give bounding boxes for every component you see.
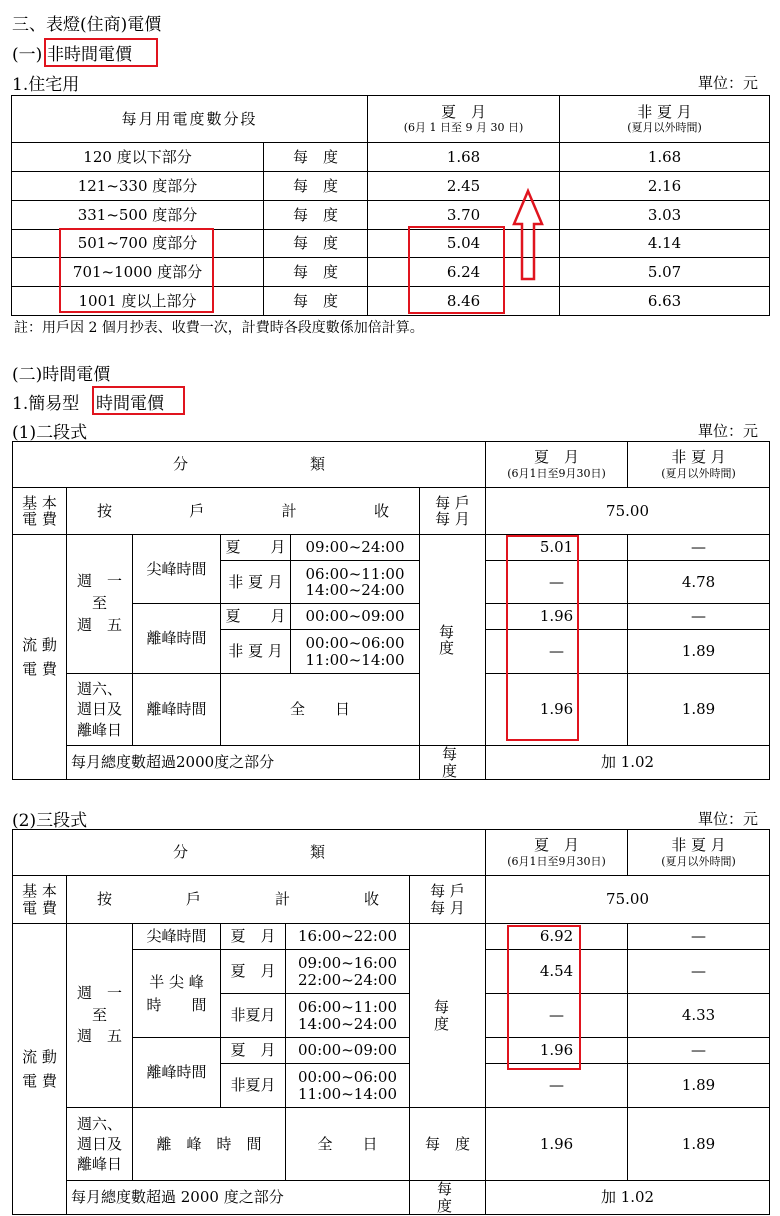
- basic-charge-value: 75.00: [486, 488, 770, 535]
- basic-charge-label: 基 本 電 費: [13, 488, 67, 535]
- all-day-label: 全 日: [221, 674, 420, 746]
- table-row: 120 度以下部分 每 度 1.68 1.68: [12, 143, 770, 172]
- summer-label: 夏 月: [221, 1038, 286, 1064]
- all-day-label: 全 日: [286, 1108, 410, 1181]
- section1-subheading: 1.住宅用: [12, 75, 80, 95]
- document-heading: 三、表燈(住商)電價: [12, 15, 162, 35]
- per-kwh-label: 每 度: [410, 1181, 486, 1215]
- non-summer-label: 非夏月: [221, 1064, 286, 1108]
- highlight-box: [506, 535, 579, 741]
- per-month-label: 每 戶 每 月: [420, 488, 486, 535]
- summer-label: 夏 月: [221, 924, 286, 950]
- section2-heading: (二)時間電價: [12, 365, 111, 385]
- non-summer-label: 非夏月: [221, 994, 286, 1038]
- weekday-label: 週 一 至 週 五: [67, 924, 133, 1108]
- header-classification: 分 類: [13, 830, 486, 876]
- basic-charge-label: 基 本 電 費: [13, 876, 67, 924]
- over-2000-value: 加 1.02: [486, 1181, 770, 1215]
- summer-label: 夏 月: [221, 604, 291, 630]
- summer-label: 夏 月: [221, 950, 286, 994]
- over-2000-label: 每月總度數超過2000度之部分: [67, 746, 420, 780]
- weekday-label: 週 一 至 週 五: [67, 535, 133, 674]
- header-non-summer: 非 夏 月 (夏月以外時間): [628, 830, 770, 876]
- floating-charge-label: 流 動 電 費: [13, 535, 67, 780]
- two-stage-title: (1)二段式: [12, 423, 88, 443]
- table-row: 121~330 度部分 每 度 2.45 2.16: [12, 172, 770, 201]
- header-non-summer: 非 夏 月 (夏月以外時間): [560, 96, 770, 143]
- footnote: 註：用戶因 2 個月抄表、收費一次，計費時各段度數係加倍計算。: [14, 320, 424, 336]
- header-classification: 分 類: [13, 442, 486, 488]
- unit-label: 單位：元: [697, 74, 758, 92]
- highlight-box: [44, 38, 158, 67]
- header-non-summer: 非 夏 月 (夏月以外時間): [628, 442, 770, 488]
- per-kwh-label: 每 度: [410, 924, 486, 1108]
- header-summer: 夏 月 (6月1日至9月30日): [486, 442, 628, 488]
- unit-label: 單位：元: [697, 810, 758, 828]
- per-household-label: 按 戶 計 收: [67, 488, 420, 535]
- over-2000-label: 每月總度數超過 2000 度之部分: [67, 1181, 410, 1215]
- non-summer-label: 非 夏 月: [221, 561, 291, 604]
- header-summer: 夏 月 (6月 1 日至 9 月 30 日): [368, 96, 560, 143]
- offpeak-label: 離峰時間: [133, 1038, 221, 1108]
- per-kwh-label: 每 度: [420, 746, 486, 780]
- highlight-box: [59, 228, 214, 313]
- per-month-label: 每 戶 每 月: [410, 876, 486, 924]
- floating-charge-label: 流 動 電 費: [13, 924, 67, 1215]
- section1-prefix: (一): [12, 45, 43, 65]
- offpeak-label: 離峰時間: [133, 674, 221, 746]
- three-stage-title: (2)三段式: [12, 811, 88, 831]
- header-summer: 夏 月 (6月1日至9月30日): [486, 830, 628, 876]
- highlight-box: [507, 925, 581, 1070]
- over-2000-value: 加 1.02: [486, 746, 770, 780]
- unit-label: 單位：元: [697, 422, 758, 440]
- peak-label: 尖峰時間: [133, 535, 221, 604]
- highlight-box: [92, 386, 185, 415]
- table-row: 1001 度以上部分 每 度 8.46 6.63: [12, 287, 770, 316]
- section1-title: 非時間電價: [47, 45, 132, 65]
- highlight-box: [408, 226, 505, 314]
- section2-subtitle: 時間電價: [96, 394, 164, 414]
- summer-label: 夏 月: [221, 535, 291, 561]
- table-row: 501~700 度部分 每 度 5.04 4.14: [12, 230, 770, 258]
- basic-charge-value: 75.00: [486, 876, 770, 924]
- per-kwh-label: 每 度: [420, 535, 486, 746]
- three-stage-table: 分 類 夏 月 (6月1日至9月30日) 非 夏 月 (夏月以外時間) 基 本 電 費 按 戶 計 收 每 戶 每 月 75.00 流 動 電 費 週 一 至 週 五 尖峰時間 夏 月 16:00~22:00 每 度 6.92 — 半 尖 峰 時 間 夏 月 09:00~16:00 22:00~24:00 4.54 — 非夏月 06:00~11:00 14:00~24:00 — 4.33 離峰時間 夏 月 00:00~09:00 1.96 — 非夏月 00:00~06:00 11:00~14:00 — 1.89 週六、 週日及 離峰日 離 峰 時 間 全 日 每 度 1.96 1.89 每月總度數超過 2000 度之部分 每 度 加 1.02: [12, 829, 770, 1215]
- table-row: 331~500 度部分 每 度 3.70 3.03: [12, 201, 770, 230]
- header-segment: 每月用電度數分段: [12, 96, 368, 143]
- non-summer-label: 非 夏 月: [221, 630, 291, 674]
- peak-label: 尖峰時間: [133, 924, 221, 950]
- weekend-label: 週六、 週日及 離峰日: [67, 674, 133, 746]
- offpeak-label: 離峰時間: [133, 604, 221, 674]
- two-stage-table: 分 類 夏 月 (6月1日至9月30日) 非 夏 月 (夏月以外時間) 基 本 電 費 按 戶 計 收 每 戶 每 月 75.00 流 動 電 費 週 一 至 週 五 尖峰時間 夏 月 09:00~24:00 每 度 5.01 — 非 夏 月 06:00~11:00 14:00~24:00 — 4.78 離峰時間 夏 月 00:00~09:00 1.96 — 非 夏 月 00:00~06:00 11:00~14:00 — 1.89 週六、 週日及 離峰日 離峰時間 全 日 1.96 1.89 每月總度數超過2000度之部分 每 度 加 1.02: [12, 441, 770, 780]
- per-kwh-label: 每 度: [410, 1108, 486, 1181]
- semi-peak-label: 半 尖 峰 時 間: [133, 950, 221, 1038]
- offpeak-label: 離 峰 時 間: [133, 1108, 286, 1181]
- table-row: 701~1000 度部分 每 度 6.24 5.07: [12, 258, 770, 287]
- up-arrow-icon: [511, 188, 545, 282]
- weekend-label: 週六、 週日及 離峰日: [67, 1108, 133, 1181]
- per-household-label: 按 戶 計 收: [67, 876, 410, 924]
- section2-subprefix: 1.簡易型: [12, 394, 80, 414]
